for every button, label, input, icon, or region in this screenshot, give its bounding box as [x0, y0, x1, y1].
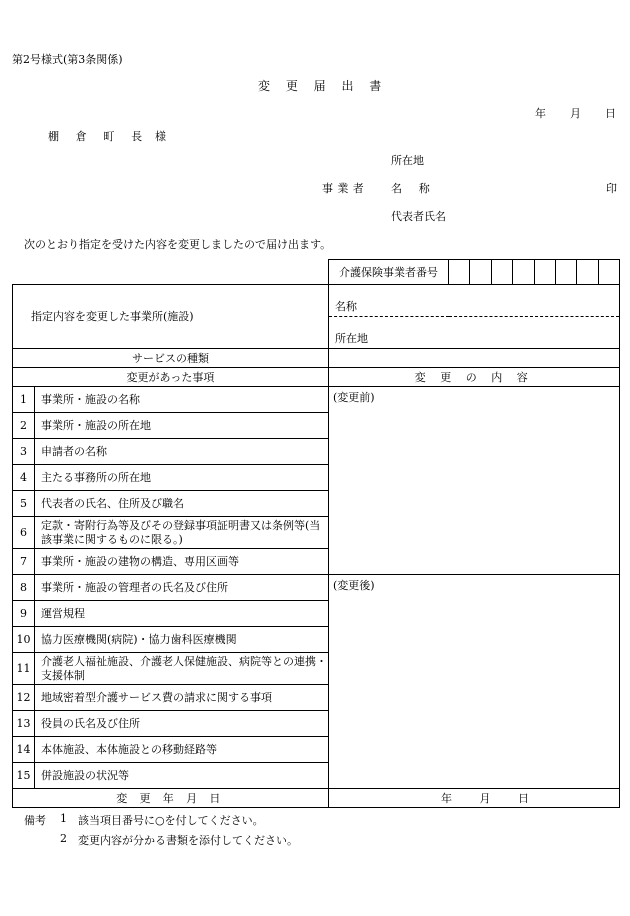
- facility-label: 指定内容を変更した事業所(施設): [13, 285, 329, 349]
- digit-box[interactable]: [534, 260, 555, 284]
- addressee-honorific: 様: [155, 130, 166, 143]
- item-number[interactable]: 12: [13, 685, 35, 711]
- date-month-label: 月: [570, 107, 581, 120]
- change-date-year: 年: [441, 792, 452, 805]
- changed-items-header: 変更があった事項: [13, 368, 329, 387]
- item-label: 主たる事務所の所在地: [35, 465, 329, 491]
- note-number: 1: [60, 812, 67, 825]
- item-number[interactable]: 7: [13, 549, 35, 575]
- digit-box[interactable]: [598, 260, 619, 284]
- item-label: 事業所・施設の建物の構造、専用区画等: [35, 549, 329, 575]
- item-number[interactable]: 1: [13, 387, 35, 413]
- item-number[interactable]: 5: [13, 491, 35, 517]
- item-label: 事業所・施設の管理者の氏名及び住所: [35, 575, 329, 601]
- item-label: 地域密着型介護サービス費の請求に関する事項: [35, 685, 329, 711]
- item-row: [13, 387, 620, 413]
- date-year-label: 年: [535, 107, 546, 120]
- applicant-address-label: 所在地: [391, 154, 424, 167]
- form-number: 第2号様式(第3条関係): [12, 53, 123, 66]
- item-label: 事業所・施設の名称: [35, 387, 329, 413]
- digit-box[interactable]: [469, 260, 490, 284]
- facility-address-field[interactable]: [329, 317, 620, 349]
- item-number[interactable]: 9: [13, 601, 35, 627]
- item-label: 事業所・施設の所在地: [35, 413, 329, 439]
- addressee: 棚 倉 町 長: [48, 130, 149, 143]
- notes-label: 備考: [24, 814, 46, 827]
- item-label: 協力医療機関(病院)・協力歯科医療機関: [35, 627, 329, 653]
- item-label: 役員の氏名及び住所: [35, 711, 329, 737]
- change-date-month: 月: [479, 792, 491, 805]
- item-label: 本体施設、本体施設との移動経路等: [35, 737, 329, 763]
- document-title: 変 更 届 出 書: [258, 79, 388, 93]
- item-number[interactable]: 2: [13, 413, 35, 439]
- item-number[interactable]: 4: [13, 465, 35, 491]
- item-number[interactable]: 6: [13, 517, 35, 549]
- item-label: 介護老人福祉施設、介護老人保健施設、病院等との連携・支援体制: [35, 653, 329, 685]
- facility-name-field[interactable]: [329, 285, 620, 317]
- change-before-label: (変更前): [333, 391, 375, 404]
- date-day-label: 日: [605, 107, 616, 120]
- change-date-field[interactable]: [329, 789, 620, 808]
- insurer-number-boxes[interactable]: [449, 260, 620, 285]
- change-after-label: (変更後): [333, 579, 375, 592]
- facility-address-label: 所在地: [335, 332, 368, 345]
- service-type-label: サービスの種類: [13, 349, 329, 368]
- service-type-field[interactable]: [329, 349, 620, 368]
- change-before-field[interactable]: [329, 387, 620, 575]
- item-number[interactable]: 14: [13, 737, 35, 763]
- applicant-name-label: 名 称: [391, 182, 437, 195]
- facility-name-label: 名称: [335, 300, 357, 313]
- item-number[interactable]: 11: [13, 653, 35, 685]
- change-after-field[interactable]: [329, 575, 620, 789]
- change-date-day: 日: [518, 792, 529, 805]
- seal-mark: 印: [606, 182, 617, 195]
- item-number[interactable]: 8: [13, 575, 35, 601]
- change-content-header: 変 更 の 内 容: [329, 368, 620, 387]
- applicant-rep-label: 代表者氏名: [391, 210, 446, 223]
- digit-box[interactable]: [491, 260, 512, 284]
- item-label: 申請者の名称: [35, 439, 329, 465]
- digit-box[interactable]: [512, 260, 533, 284]
- digit-box[interactable]: [576, 260, 597, 284]
- note-number: 2: [60, 832, 67, 845]
- intro-text: 次のとおり指定を受けた内容を変更しましたので届け出ます。: [24, 238, 332, 251]
- item-number[interactable]: 13: [13, 711, 35, 737]
- item-number[interactable]: 3: [13, 439, 35, 465]
- digit-box[interactable]: [449, 260, 469, 284]
- applicant-group-label: 事業者: [322, 182, 369, 195]
- item-number[interactable]: 15: [13, 763, 35, 789]
- change-date-label: 変 更 年 月 日: [13, 789, 329, 808]
- item-number[interactable]: 10: [13, 627, 35, 653]
- insurer-number-label: 介護保険事業者番号: [329, 260, 449, 285]
- digit-box[interactable]: [555, 260, 576, 284]
- change-form-table: [12, 259, 620, 808]
- item-label: 運営規程: [35, 601, 329, 627]
- item-label: 代表者の氏名、住所及び職名: [35, 491, 329, 517]
- note-text: 該当項目番号に○を付してください。: [78, 814, 264, 827]
- item-label: 定款・寄附行為等及びその登録事項証明書又は条例等(当該事業に関するものに限る。): [35, 517, 329, 549]
- note-text: 変更内容が分かる書類を添付してください。: [78, 834, 298, 847]
- item-row: [13, 575, 620, 601]
- item-label: 併設施設の状況等: [35, 763, 329, 789]
